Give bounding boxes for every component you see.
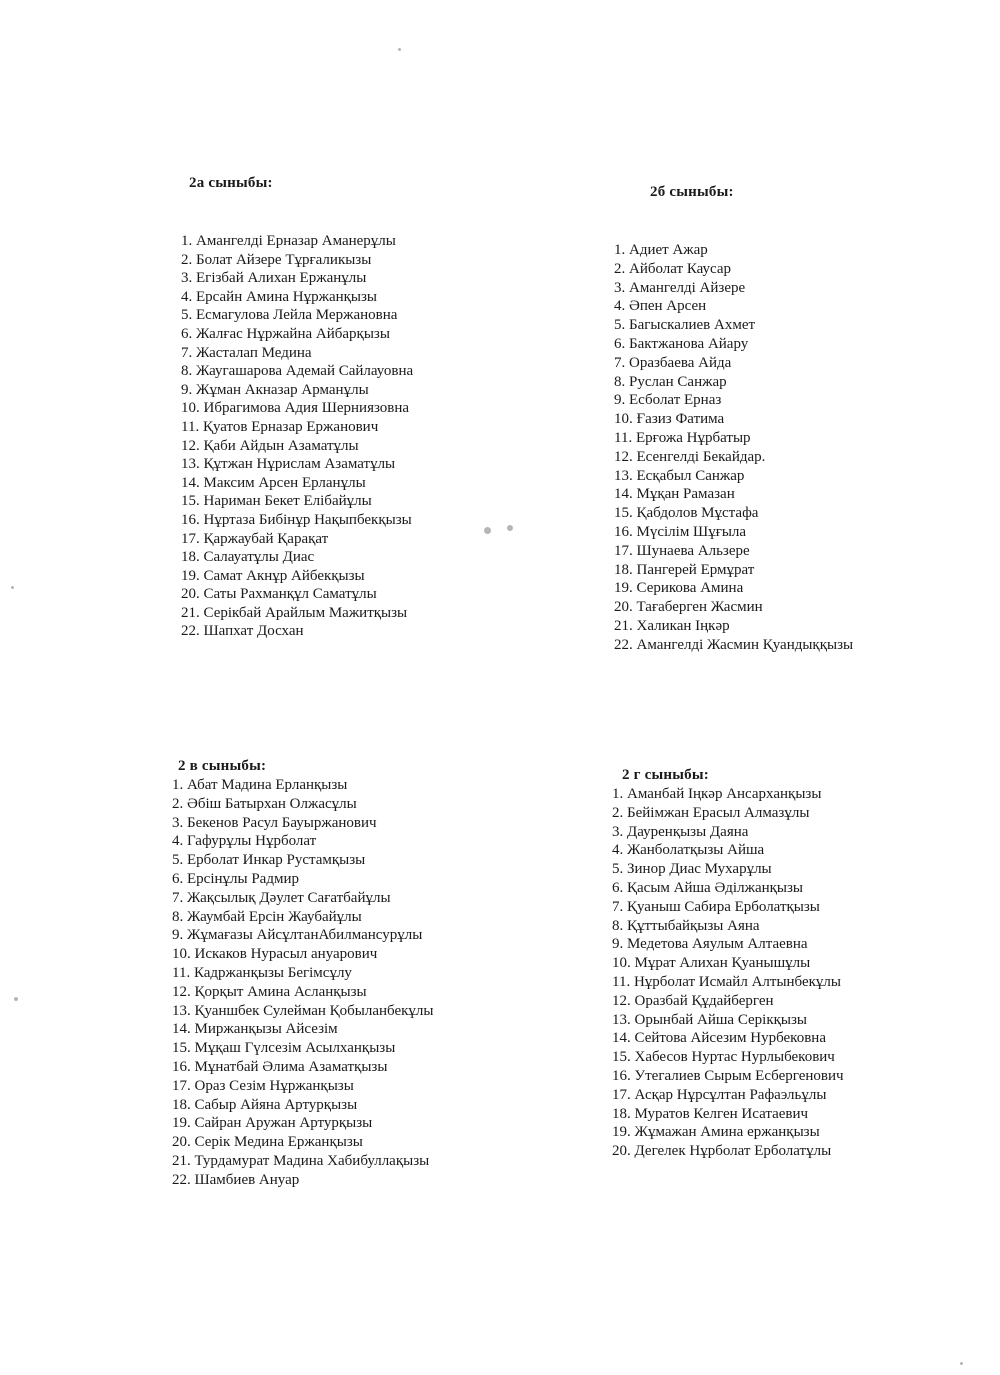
student-list-item: 3. Дауренқызы Даяна [612, 823, 749, 840]
student-list-item: 17. Қаржаубай Қарақат [181, 530, 329, 547]
student-list-item: 3. Егізбай Алихан Ержанұлы [181, 270, 367, 287]
student-list-item: 14. Сейтова Айсезим Нурбековна [612, 1030, 826, 1047]
student-list-item: 10. Мұрат Алихан Қуанышұлы [612, 955, 811, 972]
student-list-item: 11. Нұрболат Исмайл Алтынбекұлы [612, 973, 841, 990]
student-list-item: 13. Есқабыл Санжар [614, 467, 745, 484]
student-list-item: 9. Жұман Акназар Арманұлы [181, 381, 369, 398]
student-list-item: 17. Ораз Сезім Нұржанқызы [172, 1077, 354, 1094]
student-list-item: 18. Салауатұлы Диас [181, 549, 315, 566]
student-list-item: 10. Ибрагимова Адия Шерниязовна [181, 400, 410, 417]
student-list-item: 14. Мұқан Рамазан [614, 486, 735, 503]
student-list-item: 12. Қорқыт Амина Асланқызы [172, 983, 367, 1000]
student-list-item: 15. Қабдолов Мұстафа [614, 505, 759, 522]
scan-speck [398, 48, 401, 51]
student-list-item: 14. Миржанқызы Айсезім [172, 1021, 338, 1038]
student-list-item: 19. Самат Акнұр Айбекқызы [181, 567, 365, 584]
student-list-item: 12. Есенгелді Бекайдар. [614, 448, 766, 465]
scan-speck [960, 1362, 963, 1365]
student-list-item: 20. Саты Рахманқұл Саматұлы [181, 586, 377, 603]
class-2v-section [172, 758, 433, 1190]
student-list-item: 2. Әбіш Батырхан Олжасұлы [172, 795, 357, 812]
student-list-item: 19. Серикова Амина [614, 580, 744, 597]
student-list-item: 3. Амангелді Айзере [614, 279, 746, 296]
student-list-item: 5. Есмагулова Лейла Мержановна [181, 307, 398, 324]
student-list-item: 18. Муратов Келген Исатаевич [612, 1105, 809, 1122]
student-list-item: 21. Серікбай Арайлым Мажитқызы [181, 604, 408, 621]
student-list-item: 15. Хабесов Нуртас Нурлыбекович [612, 1049, 835, 1066]
class-2g-section [612, 767, 844, 1161]
class-2g-student-list [612, 785, 844, 1161]
student-list-item: 16. Нұртаза Бибінұр Нақыпбекқызы [181, 511, 412, 528]
student-list-item: 2. Болат Айзере Тұрғаликызы [181, 251, 372, 268]
student-list-item: 22. Амангелді Жасмин Қуандыққызы [614, 636, 854, 653]
student-list-item: 8. Руслан Санжар [614, 373, 727, 390]
student-list-item: 16. Мұнатбай Әлима Азаматқызы [172, 1058, 388, 1075]
class-2a-section [181, 175, 413, 641]
student-list-item: 17. Асқар Нұрсұлтан Рафаэльұлы [612, 1086, 827, 1103]
student-list-item: 7. Оразбаева Айда [614, 354, 732, 371]
student-list-item: 7. Қуаныш Сабира Ерболатқызы [612, 898, 820, 915]
student-list-item: 5. Зинор Диас Мухарұлы [612, 861, 772, 878]
student-list-item: 2. Бейімжан Ерасыл Алмазұлы [612, 804, 810, 821]
student-list-item: 11. Ерғожа Нұрбатыр [614, 429, 751, 446]
student-list-item: 9. Жұмағазы АйсұлтанАбилмансурұлы [172, 927, 423, 944]
student-list-item: 8. Жаумбай Ерсін Жаубайұлы [172, 908, 362, 925]
student-list-item: 2. Айболат Каусар [614, 260, 732, 277]
student-list-item: 15. Мұқаш Гүлсезім Асылханқызы [172, 1040, 396, 1057]
student-list-item: 15. Нариман Бекет Елібайұлы [181, 493, 372, 510]
student-list-item: 1. Аманбай Іңкәр Ансарханқызы [612, 786, 822, 802]
student-list-item: 22. Шамбиев Ануар [172, 1171, 300, 1188]
student-list-item: 4. Гафурұлы Нұрболат [172, 833, 317, 850]
student-list-item: 6. Қасым Айша Әділжанқызы [612, 879, 803, 896]
student-list-item: 13. Құтжан Нұрислам Азаматұлы [181, 456, 396, 473]
student-list-item: 14. Максим Арсен Ерланұлы [181, 474, 366, 491]
student-list-item: 9. Есболат Ерназ [614, 392, 722, 409]
student-list-item: 19. Жұмажан Амина ержанқызы [612, 1124, 820, 1141]
student-list-item: 21. Турдамурат Мадина Хабибуллақызы [172, 1152, 430, 1169]
student-list-item: 5. Ерболат Инкар Рустамқызы [172, 852, 366, 869]
student-list-item: 5. Багыскалиев Ахмет [614, 317, 756, 334]
student-list-item: 11. Қуатов Ерназар Ержанович [181, 418, 379, 435]
student-list-item: 8. Жаугашарова Адемай Сайлауовна [181, 363, 414, 380]
class-2a-student-list [181, 232, 413, 641]
scan-speck [14, 997, 18, 1001]
student-list-item: 1. Адиет Ажар [614, 242, 708, 258]
student-list-item: 4. Әпен Арсен [614, 298, 707, 315]
student-list-item: 4. Жанболатқызы Айша [612, 842, 765, 859]
student-list-item: 1. Абат Мадина Ерланқызы [172, 777, 348, 793]
student-list-item: 10. Искаков Нурасыл ануарович [172, 946, 378, 963]
class-2b-student-list [614, 241, 853, 655]
student-list-item: 1. Амангелді Ерназар Аманерұлы [181, 233, 396, 249]
scan-speck [11, 586, 14, 589]
student-list-item: 12. Оразбай Құдайберген [612, 992, 774, 1009]
student-list-item: 19. Сайран Аружан Артурқызы [172, 1115, 373, 1132]
student-list-item: 20. Тағаберген Жасмин [614, 599, 763, 616]
student-list-item: 4. Ерсайн Амина Нұржанқызы [181, 288, 378, 305]
student-list-item: 6. Ерсінұлы Радмир [172, 870, 299, 887]
student-list-item: 20. Дегелек Нұрболат Ерболатұлы [612, 1143, 832, 1160]
student-list-item: 18. Пангерей Ермұрат [614, 561, 755, 578]
class-2b-section [614, 184, 853, 655]
student-list-item: 16. Утегалиев Сырым Есбергенович [612, 1067, 844, 1084]
student-list-item: 22. Шапхат Досхан [181, 623, 304, 640]
scan-speck [507, 525, 513, 531]
student-list-item: 8. Құттыбайқызы Аяна [612, 917, 760, 934]
student-list-item: 3. Бекенов Расул Бауыржанович [172, 814, 377, 831]
student-list-item: 17. Шунаева Альзере [614, 542, 750, 559]
student-list-item: 9. Медетова Аяулым Алтаевна [612, 936, 808, 953]
class-2g-heading: 2 г сыныбы: [622, 767, 709, 783]
student-list-item: 20. Серік Медина Ержанқызы [172, 1134, 363, 1151]
class-2a-heading: 2а сыныбы: [189, 175, 273, 191]
student-list-item: 13. Қуаншбек Сулейман Қобыланбекұлы [172, 1002, 434, 1019]
student-list-item: 11. Кадржанқызы Бегімсұлу [172, 964, 352, 981]
scan-speck [484, 527, 491, 534]
student-list-item: 18. Сабыр Айяна Артурқызы [172, 1096, 358, 1113]
student-list-item: 7. Жақсылық Дәулет Сағатбайұлы [172, 889, 391, 906]
student-list-item: 13. Орынбай Айша Серікқызы [612, 1011, 807, 1028]
student-list-item: 21. Халикан Іңкәр [614, 617, 730, 634]
student-list-item: 16. Мүсілім Шұғыла [614, 523, 747, 540]
class-2b-heading: 2б сыныбы: [650, 184, 734, 200]
student-list-item: 6. Бактжанова Айару [614, 335, 749, 352]
student-list-item: 6. Жалғас Нұржайна Айбарқызы [181, 325, 390, 342]
class-2v-student-list [172, 776, 433, 1190]
student-list-item: 10. Ғазиз Фатима [614, 411, 725, 428]
student-list-item: 12. Қаби Айдын Азаматұлы [181, 437, 359, 454]
student-list-item: 7. Жасталап Медина [181, 344, 312, 361]
class-2v-heading: 2 в сыныбы: [178, 758, 267, 774]
